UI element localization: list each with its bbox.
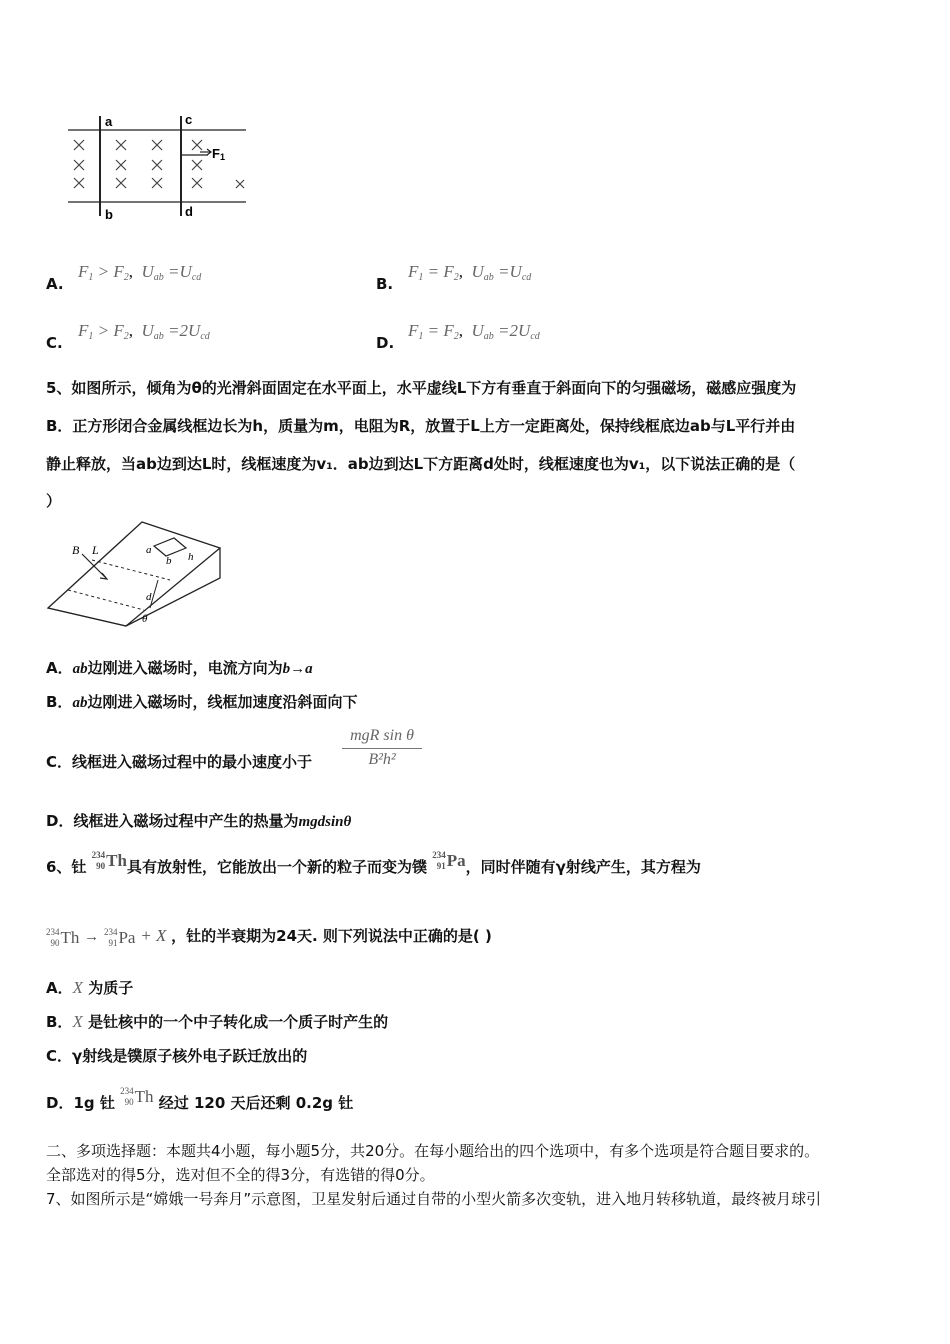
q5-stem-line2: B．正方形闭合金属线框边长为h，质量为m，电阻为R，放置于L上方一定距离处，保持线框底边ab与L平行并由: [46, 417, 796, 435]
label-L: L: [92, 543, 99, 557]
q5-option-d: D．线框进入磁场过程中产生的热量为mgdsinθ: [46, 812, 352, 830]
th-isotope: 234 90Th: [91, 849, 127, 871]
q4-option-d-formula: $F_1 = F_2$, $U_{ab} =2U_{cd}$: [408, 321, 540, 342]
q6-option-b: B．X 是钍核中的一个中子转化成一个质子时产生的: [46, 1012, 389, 1031]
q4-option-a-formula: $F_1 > F_2$, $U_{ab} =U_{cd}$: [78, 262, 202, 283]
q6-option-d: D．1g 钍 234 90Th 经过 120 天后还剩 0.2g 钍: [46, 1085, 354, 1112]
q5-option-a: A．ab边刚进入磁场时，电流方向为b→a: [46, 659, 313, 677]
q4-option-d-letter: D.: [376, 334, 395, 352]
pa-isotope: 234 91Pa: [432, 849, 466, 871]
q5-incline-figure: [42, 518, 232, 636]
q4-option-c-formula: $F_1 > F_2$, $U_{ab} =2U_{cd}$: [78, 321, 210, 342]
q5-stem-line4: ）: [46, 492, 62, 510]
label-f1: F1: [212, 146, 225, 162]
label-a: a: [105, 114, 113, 129]
q6-option-c: C．γ射线是镤原子核外电子跃迁放出的: [46, 1047, 308, 1065]
section2-line2: 全部选对的得5分，选对但不全的得3分，有选错的得0分。: [46, 1166, 435, 1184]
q5-stem-line1: 5、如图所示，倾角为θ的光滑斜面固定在水平面上，水平虚线L下方有垂直于斜面向下的匀强磁场，磁感应强度为: [46, 379, 797, 397]
q4-option-b-letter: B.: [376, 275, 394, 293]
section2-line1: 二、多项选择题：本题共4小题，每小题5分，共20分。在每小题给出的四个选项中，有多个选项是符合题目要求的。: [46, 1142, 820, 1160]
q4-option-a-letter: A.: [46, 275, 64, 293]
q5-option-b: B．ab边刚进入磁场时，线框加速度沿斜面向下: [46, 693, 358, 711]
label-c: c: [185, 112, 193, 127]
q6-equation: 234 90Th → 234 91Pa + X ，钍的半衰期为24天. 则下列说法中正确的是( ): [46, 926, 492, 948]
label-d: d: [146, 591, 152, 603]
label-d: d: [185, 204, 193, 219]
q4-option-b-formula: $F_1 = F_2$, $U_{ab} =U_{cd}$: [408, 262, 532, 283]
q7-stem-line1: 7、如图所示是“嫦娥一号奔月”示意图，卫星发射后通过自带的小型火箭多次变轨，进入地月转移轨道，最终被月球引: [46, 1190, 822, 1208]
label-b: b: [166, 555, 172, 567]
q5-option-c: C．线框进入磁场过程中的最小速度小于: [46, 753, 313, 771]
q4-option-c-letter: C.: [46, 334, 63, 352]
label-B: B: [72, 543, 80, 557]
label-h: h: [188, 551, 194, 563]
q6-option-a: A．X 为质子: [46, 978, 134, 997]
q5-option-c-fraction: mgR sin θ B²h²: [342, 726, 422, 771]
label-b: b: [105, 207, 113, 222]
q6-stem: 6、钍 234 90Th具有放射性，它能放出一个新的粒子而变为镤 234 91Pa，同时伴随有γ射线产生，其方程为: [46, 849, 701, 876]
label-theta: θ: [142, 613, 148, 625]
label-a: a: [146, 544, 152, 556]
q5-stem-line3: 静止释放，当ab边到达L时，线框速度为v₁．ab边到达L下方距离d处时，线框速度也为v₁，以下说法正确的是（: [46, 455, 796, 473]
q4-field-figure: [60, 108, 260, 223]
